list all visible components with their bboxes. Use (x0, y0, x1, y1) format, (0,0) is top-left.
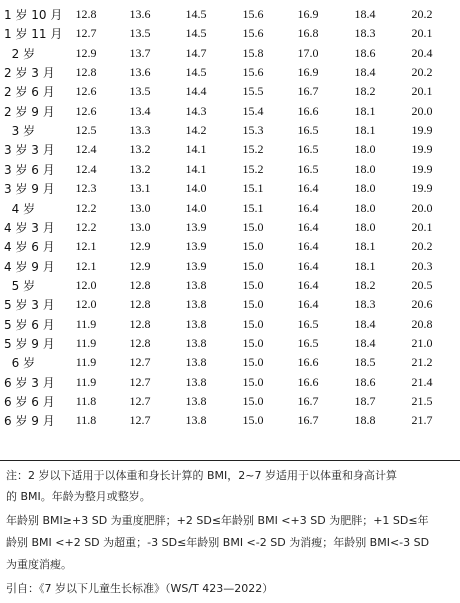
value-cell: 12.7 (129, 355, 151, 370)
value-cell: 16.7 (297, 84, 319, 99)
value-cell: 18.1 (354, 103, 376, 118)
table-row (0, 159, 460, 179)
value-cell: 15.0 (242, 316, 264, 331)
value-cell: 15.2 (242, 161, 264, 176)
age-cell: 2 岁 9 月 (4, 104, 55, 119)
value-cell: 15.0 (242, 335, 264, 350)
value-cell: 16.4 (297, 200, 319, 215)
table-row (0, 4, 460, 24)
value-cell: 12.3 (75, 181, 97, 196)
value-cell: 15.0 (242, 374, 264, 389)
value-cell: 12.9 (129, 258, 151, 273)
table-row (0, 236, 460, 256)
value-cell: 13.8 (185, 277, 207, 292)
value-cell: 15.6 (242, 65, 264, 80)
value-cell: 11.9 (75, 355, 97, 370)
value-cell: 12.8 (75, 7, 97, 21)
age-cell: 5 岁 3 月 (4, 298, 55, 313)
value-cell: 16.4 (297, 258, 319, 273)
value-cell: 12.8 (129, 335, 151, 350)
age-cell: 3 岁 6 月 (4, 162, 55, 177)
note-line-3: 年龄别 BMI≥+3 SD 为重度肥胖；+2 SD≤年龄别 BMI <+3 SD 为肥胖；+1 SD≤年 (6, 514, 429, 527)
value-cell: 18.7 (354, 394, 376, 408)
table-row (0, 198, 460, 218)
value-cell: 16.6 (297, 374, 319, 389)
value-cell: 12.8 (75, 65, 97, 80)
value-cell: 12.2 (75, 219, 97, 234)
value-cell: 15.3 (242, 123, 264, 138)
value-cell: 14.0 (185, 181, 207, 196)
value-cell: 13.9 (185, 258, 207, 273)
value-cell: 14.4 (185, 84, 207, 99)
value-cell: 18.0 (354, 142, 376, 157)
value-cell: 12.4 (75, 161, 97, 176)
value-cell: 12.6 (75, 103, 97, 118)
age-cell: 1 岁 11 月 (4, 27, 63, 42)
value-cell: 16.7 (297, 413, 319, 428)
value-cell: 18.6 (354, 374, 376, 389)
value-cell: 16.5 (297, 335, 319, 350)
age-cell: 2 岁 6 月 (4, 85, 55, 100)
value-cell: 19.9 (411, 142, 433, 157)
age-cell: 4 岁 9 月 (4, 259, 55, 274)
value-cell: 21.4 (411, 374, 433, 389)
value-cell: 20.3 (411, 258, 433, 273)
note-line-1: 注：2 岁以下适用于以体重和身长计算的 BMI，2~7 岁适用于以体重和身高计算 (6, 469, 397, 482)
table-row (0, 352, 460, 372)
age-cell: 5 岁 6 月 (4, 317, 55, 332)
age-cell: 5 岁 9 月 (4, 336, 55, 351)
table-row (0, 139, 460, 159)
value-cell: 13.5 (129, 26, 151, 41)
value-cell: 19.9 (411, 161, 433, 176)
value-cell: 18.1 (354, 239, 376, 254)
value-cell: 12.6 (75, 84, 97, 99)
value-cell: 14.5 (185, 7, 207, 21)
value-cell: 18.0 (354, 219, 376, 234)
value-cell: 15.0 (242, 355, 264, 370)
value-cell: 12.0 (75, 277, 97, 292)
value-cell: 16.5 (297, 316, 319, 331)
age-cell: 6 岁 6 月 (4, 395, 55, 409)
value-cell: 15.0 (242, 277, 264, 292)
value-cell: 20.8 (411, 316, 433, 331)
value-cell: 12.8 (129, 316, 151, 331)
value-cell: 14.1 (185, 161, 207, 176)
value-cell: 18.3 (354, 297, 376, 312)
table-row (0, 333, 460, 353)
value-cell: 14.5 (185, 65, 207, 80)
value-cell: 15.0 (242, 394, 264, 408)
value-cell: 16.5 (297, 161, 319, 176)
value-cell: 15.4 (242, 103, 264, 118)
value-cell: 12.8 (129, 297, 151, 312)
table-row (0, 372, 460, 392)
value-cell: 20.4 (411, 45, 433, 60)
value-cell: 16.9 (297, 65, 319, 80)
note-line-4: 龄别 BMI <+2 SD 为超重；-3 SD≤年龄别 BMI <-2 SD 为消瘦；年龄别 BMI<-3 SD (6, 536, 430, 549)
table-row (0, 178, 460, 198)
table-bottom-rule (0, 460, 460, 461)
age-cell: 3 岁 3 月 (4, 143, 55, 158)
value-cell: 16.4 (297, 239, 319, 254)
value-cell: 15.0 (242, 219, 264, 234)
value-cell: 18.8 (354, 413, 376, 428)
value-cell: 16.6 (297, 103, 319, 118)
value-cell: 20.0 (411, 103, 433, 118)
value-cell: 12.9 (129, 239, 151, 254)
value-cell: 18.2 (354, 84, 376, 99)
age-cell: 6 岁 3 月 (4, 375, 55, 390)
value-cell: 13.9 (185, 239, 207, 254)
value-cell: 20.6 (411, 297, 433, 312)
value-cell: 14.1 (185, 142, 207, 157)
value-cell: 18.0 (354, 181, 376, 196)
value-cell: 14.3 (185, 103, 207, 118)
value-cell: 13.8 (185, 374, 207, 389)
value-cell: 18.4 (354, 335, 376, 350)
value-cell: 13.0 (129, 200, 151, 215)
age-cell: 3 岁 9 月 (4, 182, 55, 197)
value-cell: 16.4 (297, 181, 319, 196)
value-cell: 11.8 (75, 394, 97, 408)
value-cell: 16.8 (297, 26, 319, 41)
value-cell: 15.5 (242, 84, 264, 99)
value-cell: 16.5 (297, 123, 319, 138)
age-cell: 4 岁 3 月 (4, 220, 55, 235)
note-line-5: 为重度消瘦。 (6, 558, 72, 571)
value-cell: 18.0 (354, 161, 376, 176)
value-cell: 13.1 (129, 181, 151, 196)
table-row (0, 256, 460, 276)
value-cell: 18.1 (354, 258, 376, 273)
value-cell: 15.0 (242, 413, 264, 428)
value-cell: 20.1 (411, 26, 433, 41)
value-cell: 18.3 (354, 26, 376, 41)
value-cell: 13.8 (185, 413, 207, 428)
age-cell: 6 岁 9 月 (4, 414, 55, 429)
value-cell: 11.8 (75, 413, 97, 428)
value-cell: 13.6 (129, 65, 151, 80)
value-cell: 19.9 (411, 181, 433, 196)
value-cell: 12.7 (129, 374, 151, 389)
value-cell: 16.4 (297, 277, 319, 292)
value-cell: 21.2 (411, 355, 433, 370)
value-cell: 15.1 (242, 181, 264, 196)
value-cell: 18.4 (354, 7, 376, 21)
value-cell: 20.0 (411, 200, 433, 215)
value-cell: 15.6 (242, 7, 264, 21)
value-cell: 13.2 (129, 142, 151, 157)
value-cell: 12.1 (75, 239, 97, 254)
value-cell: 12.0 (75, 297, 97, 312)
value-cell: 13.6 (129, 7, 151, 21)
value-cell: 18.4 (354, 65, 376, 80)
note-citation: 引自：《7 岁以下儿童生长标准》（WS/T 423—2022） (6, 582, 274, 595)
value-cell: 21.0 (411, 335, 433, 350)
note-line-2: 的 BMI。年龄为整月或整岁。 (6, 490, 151, 503)
value-cell: 18.6 (354, 45, 376, 60)
value-cell: 20.2 (411, 7, 433, 21)
value-cell: 14.0 (185, 200, 207, 215)
value-cell: 13.2 (129, 161, 151, 176)
value-cell: 18.0 (354, 200, 376, 215)
value-cell: 13.8 (185, 355, 207, 370)
value-cell: 13.4 (129, 103, 151, 118)
table-row (0, 217, 460, 237)
value-cell: 18.1 (354, 123, 376, 138)
value-cell: 12.2 (75, 200, 97, 215)
table-row (0, 410, 460, 430)
value-cell: 20.2 (411, 239, 433, 254)
value-cell: 20.1 (411, 219, 433, 234)
age-cell: 5 岁 (4, 278, 36, 293)
age-cell: 4 岁 6 月 (4, 240, 55, 255)
table-row (0, 81, 460, 101)
value-cell: 15.1 (242, 200, 264, 215)
value-cell: 13.8 (185, 394, 207, 408)
age-cell: 2 岁 3 月 (4, 66, 55, 81)
value-cell: 13.3 (129, 123, 151, 138)
value-cell: 12.1 (75, 258, 97, 273)
value-cell: 12.9 (75, 45, 97, 60)
age-cell: 2 岁 (4, 46, 36, 61)
table-row (0, 62, 460, 82)
table-row (0, 275, 460, 295)
value-cell: 19.9 (411, 123, 433, 138)
value-cell: 14.5 (185, 26, 207, 41)
value-cell: 17.0 (297, 45, 319, 60)
value-cell: 16.9 (297, 7, 319, 21)
value-cell: 21.7 (411, 413, 433, 428)
age-cell: 6 岁 (4, 356, 36, 371)
value-cell: 16.6 (297, 355, 319, 370)
value-cell: 16.7 (297, 394, 319, 408)
value-cell: 15.0 (242, 239, 264, 254)
value-cell: 20.1 (411, 84, 433, 99)
value-cell: 13.7 (129, 45, 151, 60)
value-cell: 15.2 (242, 142, 264, 157)
value-cell: 13.8 (185, 316, 207, 331)
table-row (0, 294, 460, 314)
value-cell: 21.5 (411, 394, 433, 408)
table-row (0, 43, 460, 63)
value-cell: 15.6 (242, 26, 264, 41)
value-cell: 16.5 (297, 142, 319, 157)
value-cell: 11.9 (75, 374, 97, 389)
value-cell: 12.4 (75, 142, 97, 157)
table-row (0, 391, 460, 411)
value-cell: 12.7 (129, 394, 151, 408)
table-row (0, 101, 460, 121)
value-cell: 13.9 (185, 219, 207, 234)
value-cell: 18.5 (354, 355, 376, 370)
age-cell: 1 岁 10 月 (4, 8, 63, 22)
value-cell: 12.5 (75, 123, 97, 138)
value-cell: 11.9 (75, 316, 97, 331)
table-row (0, 120, 460, 140)
table-row (0, 23, 460, 43)
value-cell: 14.2 (185, 123, 207, 138)
age-cell: 4 岁 (4, 201, 36, 216)
table-row (0, 314, 460, 334)
value-cell: 13.0 (129, 219, 151, 234)
value-cell: 20.2 (411, 65, 433, 80)
value-cell: 15.0 (242, 297, 264, 312)
value-cell: 16.4 (297, 219, 319, 234)
value-cell: 14.7 (185, 45, 207, 60)
value-cell: 12.7 (129, 413, 151, 428)
value-cell: 12.7 (75, 26, 97, 41)
value-cell: 13.5 (129, 84, 151, 99)
value-cell: 11.9 (75, 335, 97, 350)
value-cell: 16.4 (297, 297, 319, 312)
value-cell: 13.8 (185, 297, 207, 312)
value-cell: 12.8 (129, 277, 151, 292)
age-cell: 3 岁 (4, 124, 36, 139)
value-cell: 15.8 (242, 45, 264, 60)
value-cell: 13.8 (185, 335, 207, 350)
value-cell: 18.2 (354, 277, 376, 292)
value-cell: 15.0 (242, 258, 264, 273)
value-cell: 20.5 (411, 277, 433, 292)
value-cell: 18.4 (354, 316, 376, 331)
